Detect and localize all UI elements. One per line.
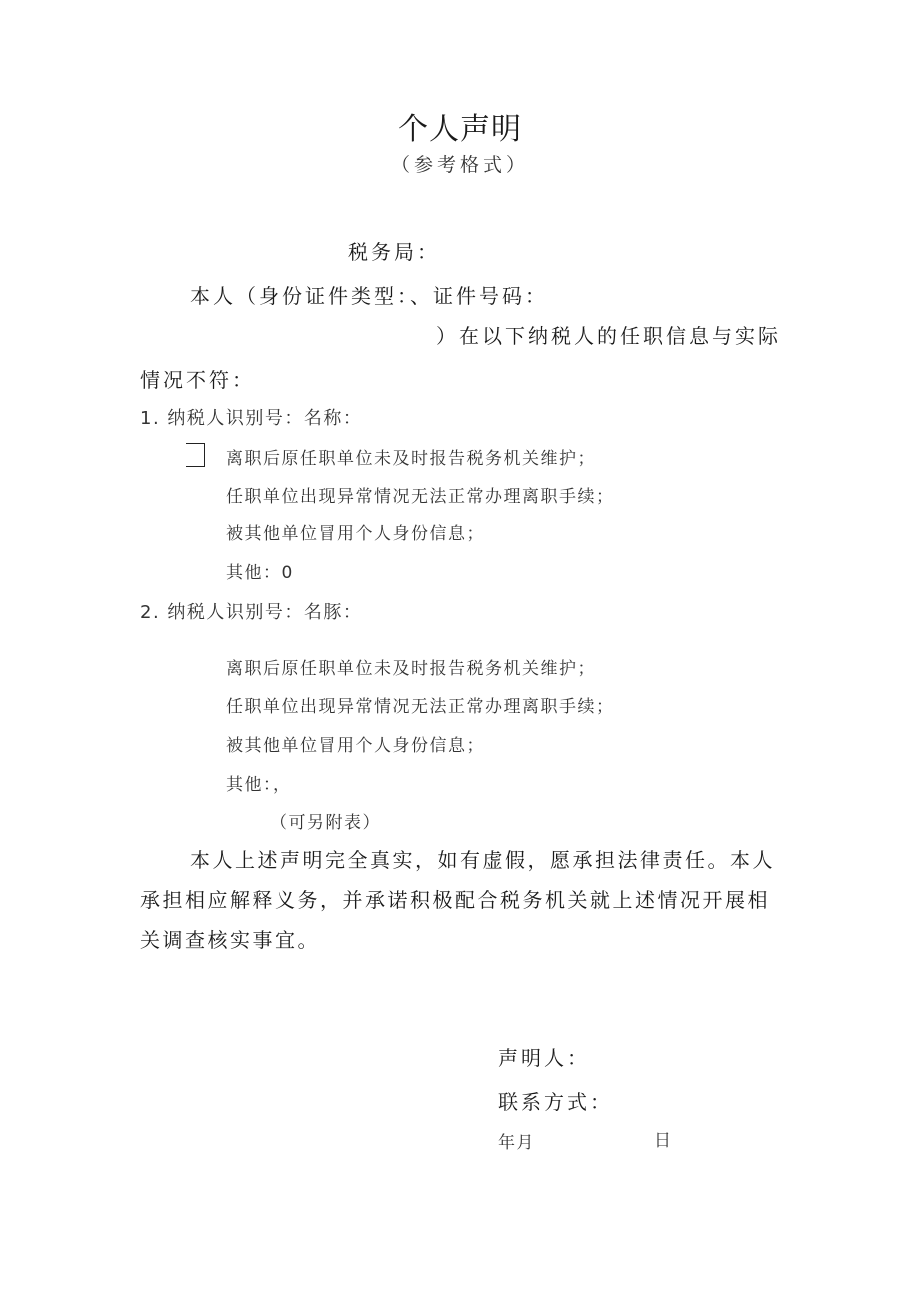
contact-label: 联系方式： (498, 1090, 613, 1114)
date-day: 日 (654, 1131, 673, 1151)
attachment-note: （可另附表） (270, 813, 381, 833)
section2-option-3: 被其他单位冒用个人身份信息； (226, 736, 485, 756)
addressee: 税务局： (348, 240, 440, 264)
checkbox[interactable] (186, 443, 205, 467)
intro-line-1: 本人（身份证件类型：、证件号码： (190, 284, 548, 308)
intro-line-3: 情况不符： (140, 368, 255, 392)
intro-line-2: ）在以下纳税人的任职信息与实际 (436, 324, 781, 348)
section2-heading: 2. 纳税人识别号：名豚： (140, 602, 363, 623)
section2-option-2: 任职单位出现异常情况无法正常办理离职手续； (226, 697, 615, 717)
document-title: 个人声明 (398, 112, 522, 147)
section1-option-4: 其他：0 (226, 563, 294, 583)
section1-heading: 1. 纳税人识别号：名称： (140, 408, 363, 429)
section2-option-1: 离职后原任职单位未及时报告税务机关维护； (226, 659, 596, 679)
section1-option-2: 任职单位出现异常情况无法正常办理离职手续； (226, 487, 615, 507)
declaration-paragraph: 本人上述声明完全真实，如有虚假，愿承担法律责任。本人承担相应解释义务，并承诺积极配合税务机关就上述情况开展相关调查核实事宜。 (140, 848, 775, 952)
date-year-month: 年月 (498, 1133, 535, 1153)
section2-option-4: 其他：， (226, 775, 292, 795)
section1-option-3: 被其他单位冒用个人身份信息； (226, 524, 485, 544)
section1-option-1: 离职后原任职单位未及时报告税务机关维护； (226, 449, 596, 469)
document-subtitle: （参考格式） (390, 154, 529, 176)
declarant-label: 声明人： (498, 1046, 590, 1070)
